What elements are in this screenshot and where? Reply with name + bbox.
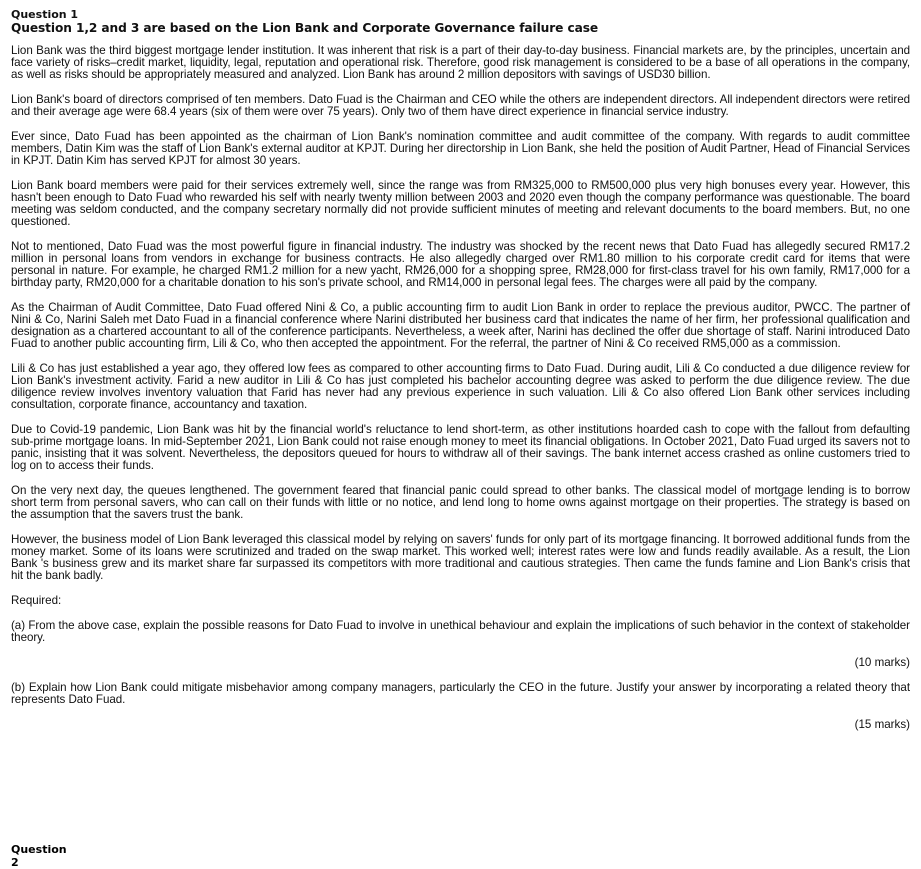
case-paragraph-2: Lion Bank's board of directors comprised of ten members. Dato Fuad is the Chairman and CEO while the others are independent directors. All independent directors were retired and their average age were 68.4 years (six of them were over 75 years). Only two of them have direct experience in financial service industry. [11, 93, 910, 118]
part-b-marks: (15 marks) [854, 718, 910, 731]
required-heading: Required: [11, 594, 62, 607]
document-page [11, 8, 910, 744]
case-paragraph-9: On the very next day, the queues lengthened. The government feared that financial panic could spread to other banks. The classical model of mortgage lending is to borrow short term from personal savers, who can call on their funds with little or no notice, and lend long to home owns against mortgage on their properties. The strategy is based on the assumption that the savers trust the bank. [11, 484, 910, 521]
question-label: Question 1 [11, 8, 79, 21]
next-question-label: Question 2 [11, 843, 67, 869]
case-paragraph-4: Lion Bank board members were paid for their services extremely well, since the range was from RM325,000 to RM500,000 plus very high bonuses every year. However, this hasn't been enough to Dato Fuad who rewarded his self with nearly twenty million between 2003 and 2020 even though the company performance was questionable. The board meeting was seldom conducted, and the company secretary normally did not provide sufficient minutes of meeting and relevant documents to the board members. But, no one questioned. [11, 179, 910, 228]
case-paragraph-5: Not to mentioned, Dato Fuad was the most powerful figure in financial industry. The industry was shocked by the recent news that Dato Fuad has allegedly secured RM17.2 million in personal loans from vendors in exchange for business contracts. He also allegedly charged over RM1.80 million to his corporate credit card for items that were personal in nature. For example, he charged RM1.2 million for a new yacht, RM26,000 for a shopping spree, RM28,000 for first-class travel for his own family, RM17,000 for a birthday party, RM20,000 for a charitable donation to his son's private school, and RM14,000 in personal legal fees. The charges were all paid by the company. [11, 240, 910, 289]
next-question-cutoff [11, 843, 71, 869]
question-title: Question 1,2 and 3 are based on the Lion Bank and Corporate Governance failure case [11, 21, 599, 35]
case-paragraph-7: Lili & Co has just established a year ago, they offered low fees as compared to other accounting firms to Dato Fuad. During audit, Lili & Co conducted a due diligence review for Lion Bank's investment activity. Farid a new auditor in Lili & Co has just completed his bachelor accounting degree was asked to perform the due diligence review. The due diligence review involves inventory valuation that Farid has never had any previous experience in such valuation. Lili & Co also offered Lion Bank other services including consultation, corporate finance, accountancy and taxation. [11, 362, 910, 411]
question-part-b: (b) Explain how Lion Bank could mitigate misbehavior among company managers, particularly the CEO in the future. Justify your answer by incorporating a related theory that represents Dato Fuad. [11, 681, 910, 706]
case-paragraph-1: Lion Bank was the third biggest mortgage lender institution. It was inherent that risk is a part of their day-to-day business. Financial markets are, by the principles, uncertain and face variety of risks–credit market, liquidity, legal, reputation and operational risk. Therefore, good risk management is considered to be a base of all operations in the company, as well as risks should be appropriately measured and analyzed. Lion Bank has around 2 million depositors with savings of USD30 billion. [11, 44, 910, 81]
part-a-marks: (10 marks) [854, 656, 910, 669]
case-paragraph-6: As the Chairman of Audit Committee, Dato Fuad offered Nini & Co, a public accounting firm to audit Lion Bank in order to replace the previous auditor, PWCC. The partner of Nini & Co, Narini Saleh met Dato Fuad in a financial conference where Narini distributed her business card that indicates the name of her firm, her professional qualification and designation as a chartered accountant to all of the conference participants. Nevertheless, a week after, Narini has declined the offer due shortage of staff. Narini introduced Dato Fuad to another public accounting firm, Lili & Co, who then accepted the appointment. For the referral, the partner of Nini & Co received RM5,000 as a commission. [11, 301, 910, 350]
question-part-a: (a) From the above case, explain the possible reasons for Dato Fuad to involve in unethical behaviour and explain the implications of such behavior in the context of stakeholder theory. [11, 619, 910, 644]
case-paragraph-8: Due to Covid-19 pandemic, Lion Bank was hit by the financial world's reluctance to lend short-term, as other institutions hoarded cash to cope with the fallout from defaulting sub-prime mortgage loans. In mid-September 2021, Lion Bank could not raise enough money to meet its financial obligations. In October 2021, Dato Fuad urged its savers not to panic, insisting that it was solvent. Nevertheless, the depositors queued for hours to withdraw all of their savings. The bank internet access crashed as online customers tried to log on to access their funds. [11, 423, 910, 472]
case-paragraph-10: However, the business model of Lion Bank leveraged this classical model by relying on savers' funds for only part of its mortgage financing. It borrowed additional funds from the money market. Some of its loans were scrutinized and traded on the swap market. This worked well; interest rates were low and funds readily available. As a result, the Lion Bank 's business grew and its market share far surpassed its competitors with more traditional and cautious strategies. Then came the funds famine and Lion Bank's crisis that hit the bank badly. [11, 533, 910, 582]
case-paragraph-3: Ever since, Dato Fuad has been appointed as the chairman of Lion Bank's nomination committee and audit committee of the company. With regards to audit committee members, Datin Kim was the staff of Lion Bank's external auditor at KPJT. During her directorship in Lion Bank, she held the position of Audit Partner, Head of Financial Services in KPJT. Datin Kim has served KPJT for almost 30 years. [11, 130, 910, 167]
